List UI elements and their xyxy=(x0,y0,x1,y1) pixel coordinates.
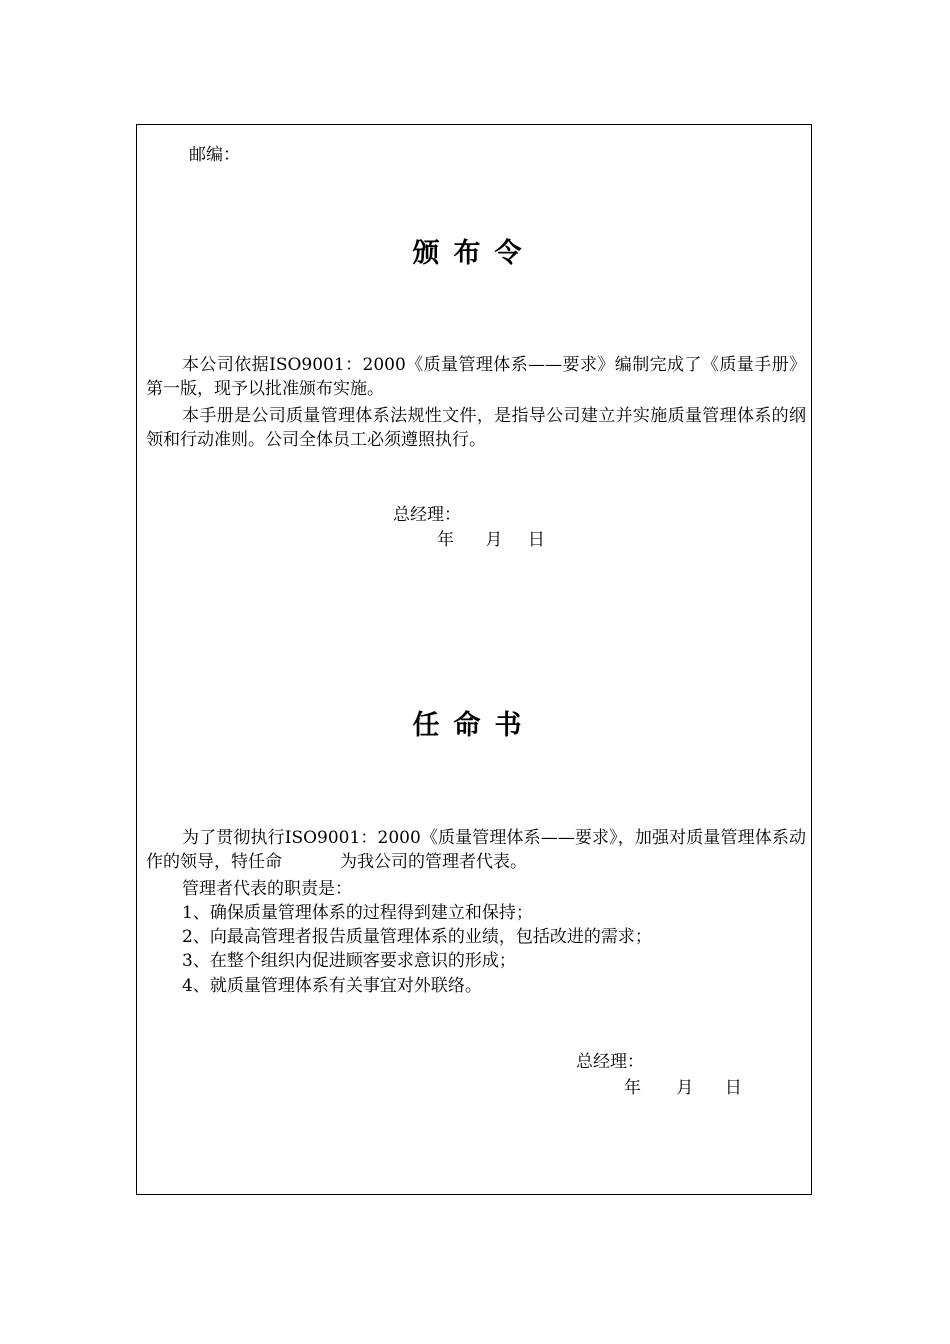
appointment-signer-label: 总经理： xyxy=(576,1052,644,1072)
appointment-date xyxy=(624,1076,742,1100)
appointment-text-part1: 为了贯彻执行ISO9001：2000《质量管理体系——要求》，加强对质量管理体系动作的领导，特任命 xyxy=(146,828,806,872)
appointment-paragraph xyxy=(146,826,806,874)
date-year: 年 xyxy=(437,530,454,550)
postal-code-label: 邮编： xyxy=(189,145,240,165)
promulgation-paragraph-1: 本公司依据ISO9001：2000《质量管理体系——要求》编制完成了《质量手册》第一版，现予以批准颁布实施。 xyxy=(146,355,806,399)
promulgation-date xyxy=(437,528,545,552)
date-month: 月 xyxy=(676,1078,694,1098)
date-month: 月 xyxy=(485,530,503,550)
duty-item: 2、向最高管理者报告质量管理体系的业绩，包括改进的需求； xyxy=(182,927,652,947)
appointment-text-part2: 为我公司的管理者代表。 xyxy=(340,852,527,872)
date-day: 日 xyxy=(724,1078,742,1098)
date-year: 年 xyxy=(624,1078,641,1098)
duty-item: 3、在整个组织内促进顾客要求意识的形成； xyxy=(182,951,516,971)
date-day: 日 xyxy=(527,530,545,550)
promulgation-signer-label: 总经理： xyxy=(393,505,461,525)
duty-item: 4、就质量管理体系有关事宜对外联络。 xyxy=(182,976,482,996)
duty-item: 1、确保质量管理体系的过程得到建立和保持； xyxy=(182,903,533,923)
duties-intro: 管理者代表的职责是： xyxy=(182,879,352,899)
document-frame xyxy=(136,124,812,1195)
promulgation-title: 颁布令 xyxy=(412,238,536,269)
appointment-title: 任命书 xyxy=(412,710,536,741)
promulgation-paragraph-2: 本手册是公司质量管理体系法规性文件，是指导公司建立并实施质量管理体系的纲领和行动准则。公司全体员工必须遵照执行。 xyxy=(146,406,806,450)
